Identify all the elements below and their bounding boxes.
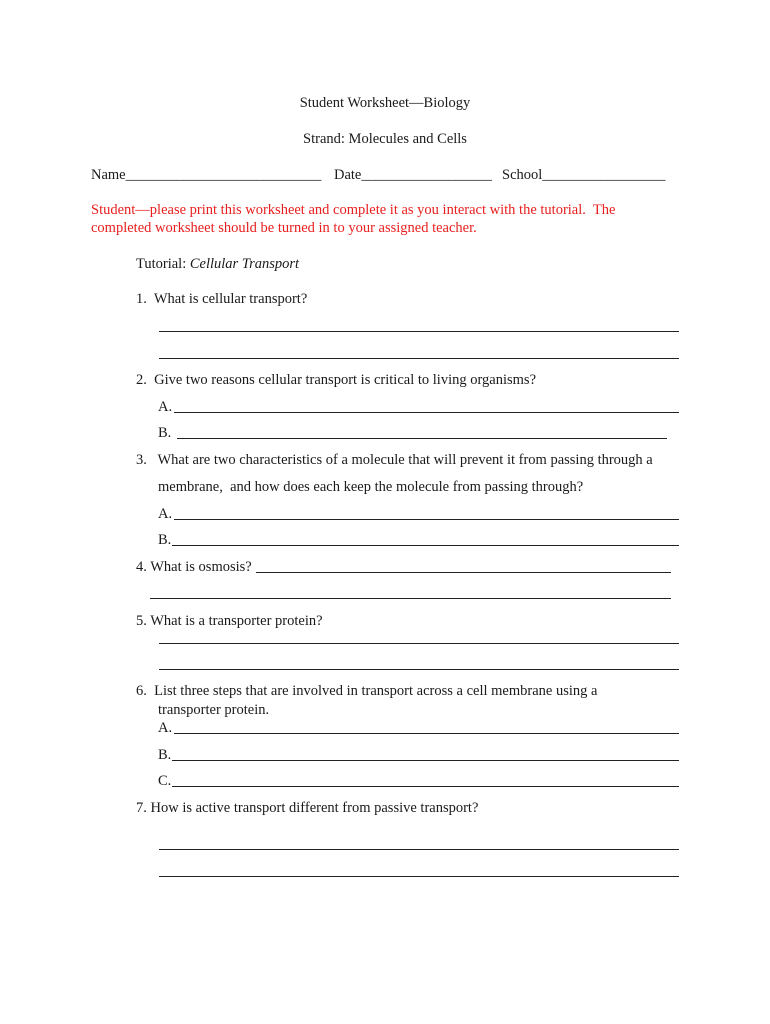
answer-line-q2-b[interactable] xyxy=(177,438,667,439)
question-4: 4. What is osmosis? xyxy=(136,559,252,575)
q2-label-a: A. xyxy=(158,399,173,415)
answer-line-q6-c[interactable] xyxy=(172,786,679,787)
answer-line-q1-1[interactable] xyxy=(159,331,679,332)
answer-line-q7-2[interactable] xyxy=(159,876,679,877)
date-field[interactable]: Date__________________ xyxy=(334,167,492,183)
q6-label-c: C. xyxy=(158,773,172,789)
question-2: 2. Give two reasons cellular transport is critical to living organisms? xyxy=(136,372,537,388)
tutorial-name: Cellular Transport xyxy=(189,256,300,272)
question-1: 1. What is cellular transport? xyxy=(136,291,308,307)
answer-line-q7-1[interactable] xyxy=(159,849,679,850)
tutorial-heading xyxy=(136,255,299,273)
question-5: 5. What is a transporter protein? xyxy=(136,613,323,629)
worksheet-title: Student Worksheet—Biology xyxy=(299,95,471,111)
question-3-line-2: membrane, and how does each keep the molecule from passing through? xyxy=(158,479,584,495)
answer-line-q6-a[interactable] xyxy=(174,733,679,734)
answer-line-q3-a[interactable] xyxy=(174,519,679,520)
answer-line-q4-1[interactable] xyxy=(256,572,671,573)
q2-label-b: B. xyxy=(158,425,172,441)
q6-label-a: A. xyxy=(158,720,173,736)
answer-line-q3-b[interactable] xyxy=(172,545,679,546)
q3-label-b: B. xyxy=(158,532,172,548)
question-6-line-1: 6. List three steps that are involved in transport across a cell membrane using a xyxy=(136,683,598,699)
tutorial-label: Tutorial: xyxy=(136,256,190,272)
answer-line-q5-1[interactable] xyxy=(159,643,679,644)
q6-label-b: B. xyxy=(158,747,172,763)
question-6-line-2: transporter protein. xyxy=(158,702,270,718)
instructions-line-2: completed worksheet should be turned in to your assigned teacher. xyxy=(91,220,477,236)
name-field[interactable]: Name___________________________ xyxy=(91,167,322,183)
q3-label-a: A. xyxy=(158,506,173,522)
answer-line-q5-2[interactable] xyxy=(159,669,679,670)
school-field[interactable]: School_________________ xyxy=(502,167,666,183)
question-3-line-1: 3. What are two characteristics of a molecule that will prevent it from passing through a xyxy=(136,452,653,468)
answer-line-q4-2[interactable] xyxy=(150,598,671,599)
answer-line-q2-a[interactable] xyxy=(174,412,679,413)
question-7: 7. How is active transport different from passive transport? xyxy=(136,800,479,816)
instructions-line-1: Student—please print this worksheet and complete it as you interact with the tutorial. The xyxy=(91,202,616,218)
strand-title: Strand: Molecules and Cells xyxy=(303,131,467,147)
answer-line-q1-2[interactable] xyxy=(159,358,679,359)
answer-line-q6-b[interactable] xyxy=(172,760,679,761)
